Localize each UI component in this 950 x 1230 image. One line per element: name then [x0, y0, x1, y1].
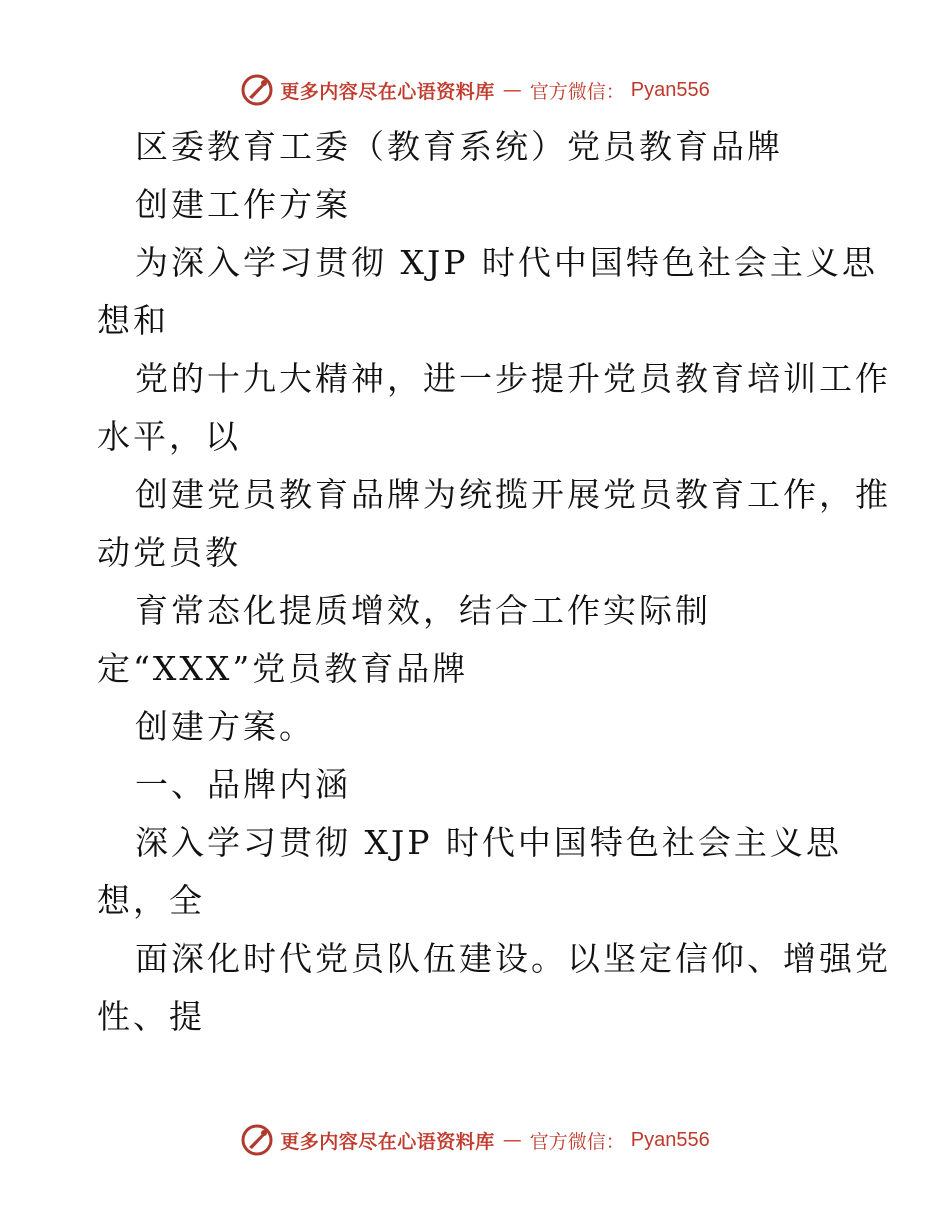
- watermark-text: 更多内容尽在心语资料库: [280, 80, 495, 103]
- watermark-dash: —: [502, 1129, 522, 1151]
- paragraph-line: 党的十九大精神，进一步提升党员教育培训工作: [135, 359, 891, 398]
- paragraph-line: 为深入学习贯彻 XJP 时代中国特色社会主义思: [135, 243, 878, 282]
- paragraph-line: 面深化时代党员队伍建设。以坚定信仰、增强党: [135, 939, 891, 978]
- paragraph-line: 区委教育工委（教育系统）党员教育品牌: [135, 127, 783, 166]
- paragraph-line: 创建方案。: [135, 707, 315, 746]
- watermark-wechat-id: Pyan556: [630, 1128, 710, 1151]
- paragraph-line: 定“XXX”党员教育品牌: [97, 649, 469, 688]
- watermark-wechat-id: Pyan556: [630, 78, 710, 101]
- footer-watermark: [0, 1122, 950, 1158]
- quill-logo-icon: [240, 1123, 274, 1157]
- paragraph-line: 性、提: [97, 997, 205, 1036]
- header-watermark: [0, 72, 950, 108]
- paragraph-line: 想，全: [97, 881, 205, 920]
- paragraph-line: 一、品牌内涵: [135, 765, 351, 804]
- quill-logo-icon: [240, 73, 274, 107]
- watermark-dash: —: [502, 79, 522, 101]
- paragraph-line: 育常态化提质增效，结合工作实际制: [135, 591, 711, 630]
- paragraph-line: 创建工作方案: [135, 185, 351, 224]
- paragraph-line: 动党员教: [97, 533, 241, 572]
- paragraph-line: 想和: [97, 301, 169, 340]
- watermark-label: 官方微信：: [529, 80, 625, 103]
- watermark-label: 官方微信：: [529, 1130, 625, 1153]
- paragraph-line: 深入学习贯彻 XJP 时代中国特色社会主义思: [135, 823, 842, 862]
- paragraph-line: 水平，以: [97, 417, 241, 456]
- watermark-text: 更多内容尽在心语资料库: [280, 1130, 495, 1153]
- paragraph-line: 创建党员教育品牌为统揽开展党员教育工作，推: [135, 475, 891, 514]
